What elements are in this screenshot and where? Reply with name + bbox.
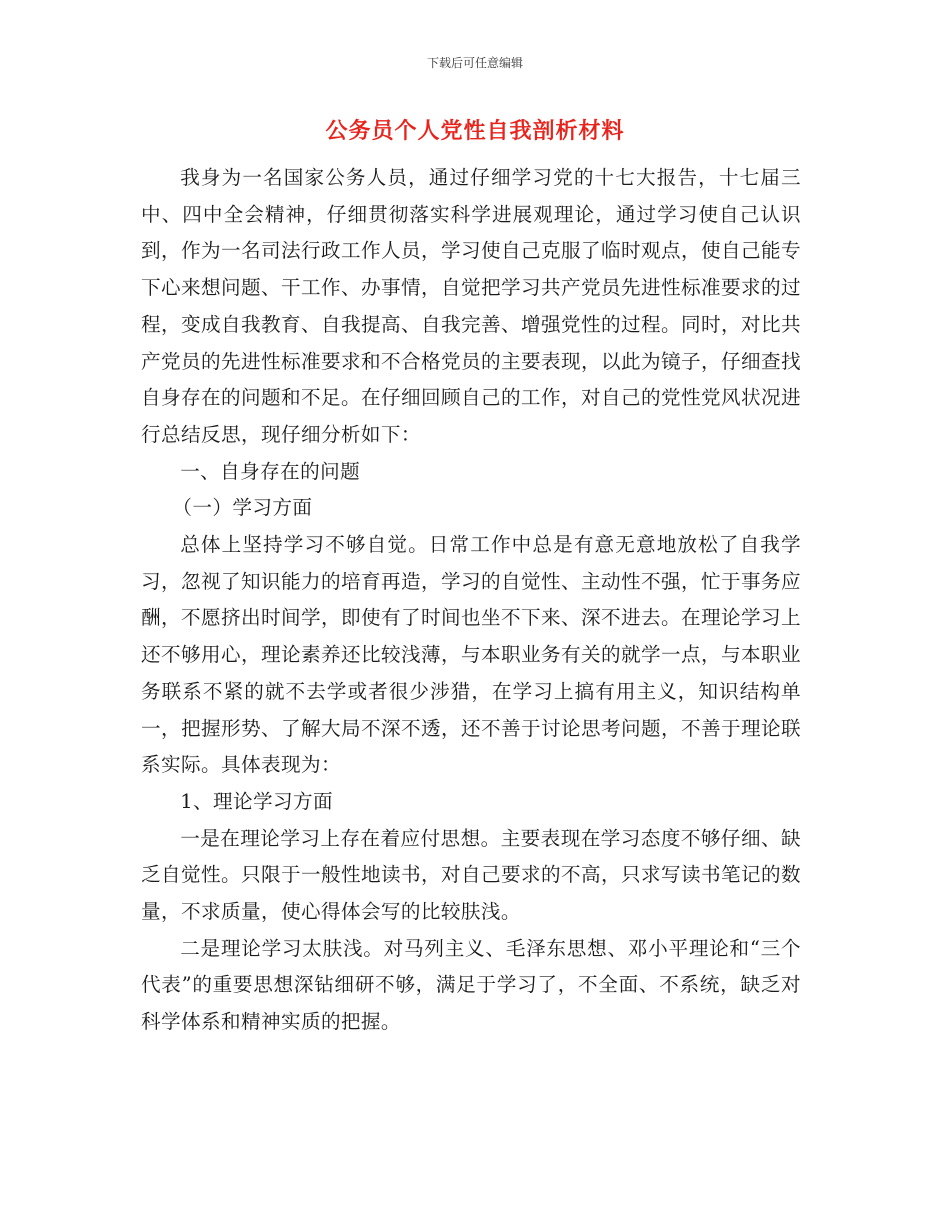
item-heading-theory: 1、理论学习方面 <box>180 789 334 813</box>
paragraph-intro: 我身为一名国家公务人员，通过仔细学习党的十七大报告，十七届三中、四中全会精神，仔细贯彻落实科学进展观理论，通过学习使自己认识到，作为一名司法行政工作人员，学习使自己克服了临时观点，使自己能专下心来想问题、干工作、办事情，自觉把学习共产党员先进性标准要求的过程，变成自我教育、自我提高、自我完善、增强党性的过程。同时，对比共产党员的先进性标准要求和不合格党员的主要表现，以此为镜子，仔细查找自身存在的问题和不足。在仔细回顾自己的工作，对自己的党性党风状况进行总结反思，现仔细分析如下： <box>141 166 801 446</box>
paragraph-point-one: 一是在理论学习上存在着应付思想。主要表现在学习态度不够仔细、缺乏自觉性。只限于一般性地读书，对自己要求的不高，只求写读书笔记的数量，不求质量，使心得体会写的比较肤浅。 <box>141 826 801 924</box>
document-title: 公务员个人党性自我剖析材料 <box>325 119 625 144</box>
subsection-heading-study: （一）学习方面 <box>172 496 313 520</box>
paragraph-study-overview: 总体上坚持学习不够自觉。日常工作中总是有意无意地放松了自我学习，忽视了知识能力的培育再造，学习的自觉性、主动性不强，忙于事务应酬，不愿挤出时间学，即使有了时间也坐不下来、深不进去。在理论学习上还不够用心，理论素养还比较浅薄，与本职业务有关的就学一点，与本职业务联系不紧的就不去学或者很少涉猎，在学习上搞有用主义，知识结构单一，把握形势、了解大局不深不透，还不善于讨论思考问题，不善于理论联系实际。具体表现为： <box>141 533 801 777</box>
section-heading-problems: 一、自身存在的问题 <box>180 459 361 483</box>
document-body <box>141 160 801 1041</box>
header-note: 下载后可任意编辑 <box>426 56 523 70</box>
paragraph-point-two: 二是理论学习太肤浅。对马列主义、毛泽东思想、邓小平理论和“三个代表”的重要思想深钻细研不够，满足于学习了，不全面、不系统，缺乏对科学体系和精神实质的把握。 <box>141 936 801 1034</box>
